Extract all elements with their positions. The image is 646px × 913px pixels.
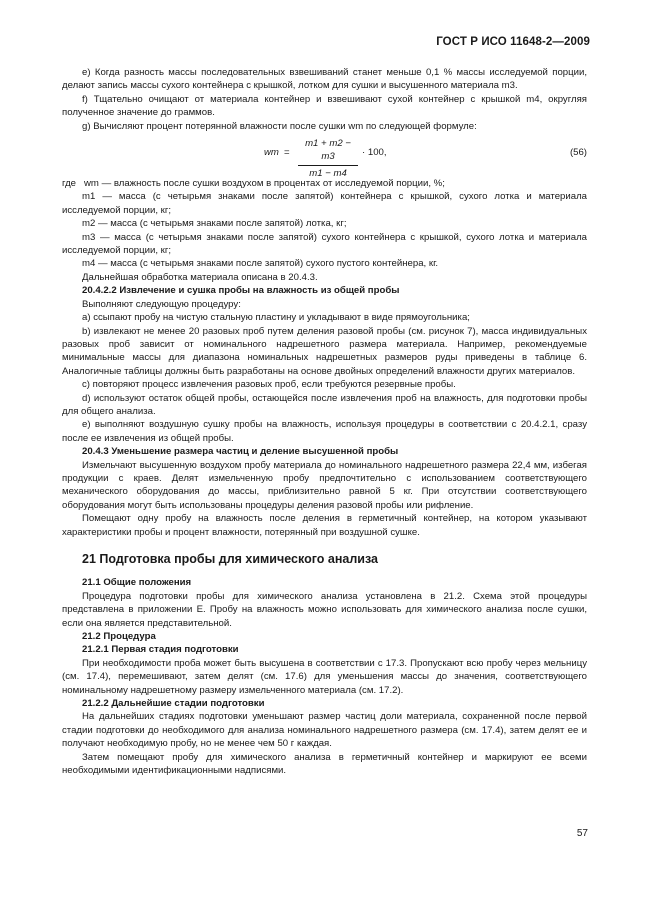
s20422-item-e: e) выполняют воздушную сушку пробы на влажность, используя процедуры в соответствии с 20.4.2.1, сразу после ее извлечения из общей пробы. [62,419,587,444]
where-wm-text: wm — влажность после сушки воздухом в процентах от исследуемой порции, %; [84,178,445,190]
where-m1: m1 — масса (с четырьмя знаками после запятой) контейнера с крышкой, сухого лотка и материала исследуемой порции, кг; [62,191,587,216]
section-21-2-1-title: 21.2.1 Первая стадия подготовки [82,644,239,656]
formula-multiplier: · 100, [362,147,387,159]
paragraph-e-mass-record: e) Когда разность массы последовательных взвешиваний станет меньше 0,1 % массы исследуемой порции, делают запись массы сухого контейнера с крышкой, лотком для сушки и высушенного материала m3. [62,67,587,92]
section-21-2-1-text: При необходимости проба может быть высушена в соответствии с 17.3. Пропускают всю пробу через мельницу (см. 17.4), перемешивают, затем делят (см. 17.6) для уменьшения массы до значения, соответствующего номинальному надрешетному размеру измельченного материала (см. 17.2). [62,657,587,696]
page-body [62,66,587,778]
formula-lhs: wm [264,147,279,159]
s2043-paragraph-2: Помещают одну пробу на влажность после деления в герметичный контейнер, на котором указывают характеристики пробы и процент влажности, потерянный при воздушной сушке. [62,513,587,538]
paragraph-f-clean-container: f) Тщательно очищают от материала контейнер и взвешивают сухой контейнер с крышкой m4, округляя полученное значение до граммов. [62,93,587,119]
section-21-2-2-text-2: Затем помещают пробу для химического анализа в герметичный контейнер и маркируют ее всеми необходимыми идентификационными надписями. [62,751,587,777]
formula-numerator: m1 + m2 − m3 [298,137,358,166]
s20422-item-b: b) извлекают не менее 20 разовых проб путем деления разовой пробы (см. рисунок 7), масса индивидуальных разовых проб зависит от номинального надрешетного размера материала. Например, рекомендуемые минимальные массы для диапазона номинальных надрешетных размеров руды приведены в таблице 6. Аналогичные таблицы должны быть разработаны на основе двойных определений влажности других материалов. [62,325,587,377]
s2043-paragraph-1: Измельчают высушенную воздухом пробу материала до номинального надрешетного размера 22,4 мм, избегая продукции с краев. Делят измельченную пробу предпочтительно с использованием соответствующего механического оборудования до массы, приблизительно равной 5 кг. При отсутствии соответствующего оборудования могут быть использованы процедуры деления разовой пробы или рифление. [62,459,587,511]
formula-56 [62,137,587,179]
s20422-item-c: c) повторяют процесс извлечения разовых проб, если требуются резервные пробы. [82,379,456,391]
formula-equals: = [284,147,290,159]
s20422-item-a: a) ссыпают пробу на чистую стальную пластину и укладывают в виде прямоугольника; [82,312,470,324]
section-20-4-2-2-title: 20.4.2.2 Извлечение и сушка пробы на влажность из общей пробы [82,285,400,297]
page-number: 57 [576,828,588,839]
standard-header: ГОСТ Р ИСО 11648-2—2009 [436,36,590,48]
section-21-2-2-title: 21.2.2 Дальнейшие стадии подготовки [82,698,265,710]
section-20-4-3-title: 20.4.3 Уменьшение размера частиц и деление высушенной пробы [82,446,399,458]
formula-fraction [298,137,358,180]
paragraph-g-compute-moisture: g) Вычисляют процент потерянной влажности после сушки wm по следующей формуле: [82,120,477,132]
section-21-heading: 21 Подготовка пробы для химического анализа [82,552,378,566]
section-21-1-text: Процедура подготовки пробы для химического анализа установлена в 21.2. Схема этой процедуры представлена в приложении Е. Пробу на влажность можно использовать для химического анализа после сушки, если она является представительной. [62,590,587,629]
where-label: где [62,178,77,190]
s20422-intro: Выполняют следующую процедуру: [82,298,241,310]
formula-number: (56) [569,147,587,159]
further-processing-note: Дальнейшая обработка материала описана в 20.4.3. [82,271,318,283]
formula-denominator: m1 − m4 [309,167,347,179]
s20422-item-d: d) используют остаток общей пробы, остающейся после извлечения проб на влажность, для подготовки пробы для общего анализа. [62,392,587,417]
section-21-2-2-text-1: На дальнейших стадиях подготовки уменьшают размер частиц доли материала, сохраненной после первой стадии подготовки до необходимого для анализа номинального надрешетного размера (см. 17.4), затем делят ее и получают необходимую пробу, но не менее чем 50 г каждая. [62,711,587,750]
where-m4: m4 — масса (с четырьмя знаками после запятой) сухого пустого контейнера, кг. [82,258,439,270]
where-m3: m3 — масса (с четырьмя знаками после запятой) сухого контейнера с крышкой, сухого лотка и материала исследуемой порции, кг; [62,231,587,257]
section-21-1-title: 21.1 Общие положения [82,577,192,589]
section-21-2-title: 21.2 Процедура [82,631,156,643]
where-m2: m2 — масса (с четырьмя знаками после запятой) лотка, кг; [82,218,347,230]
